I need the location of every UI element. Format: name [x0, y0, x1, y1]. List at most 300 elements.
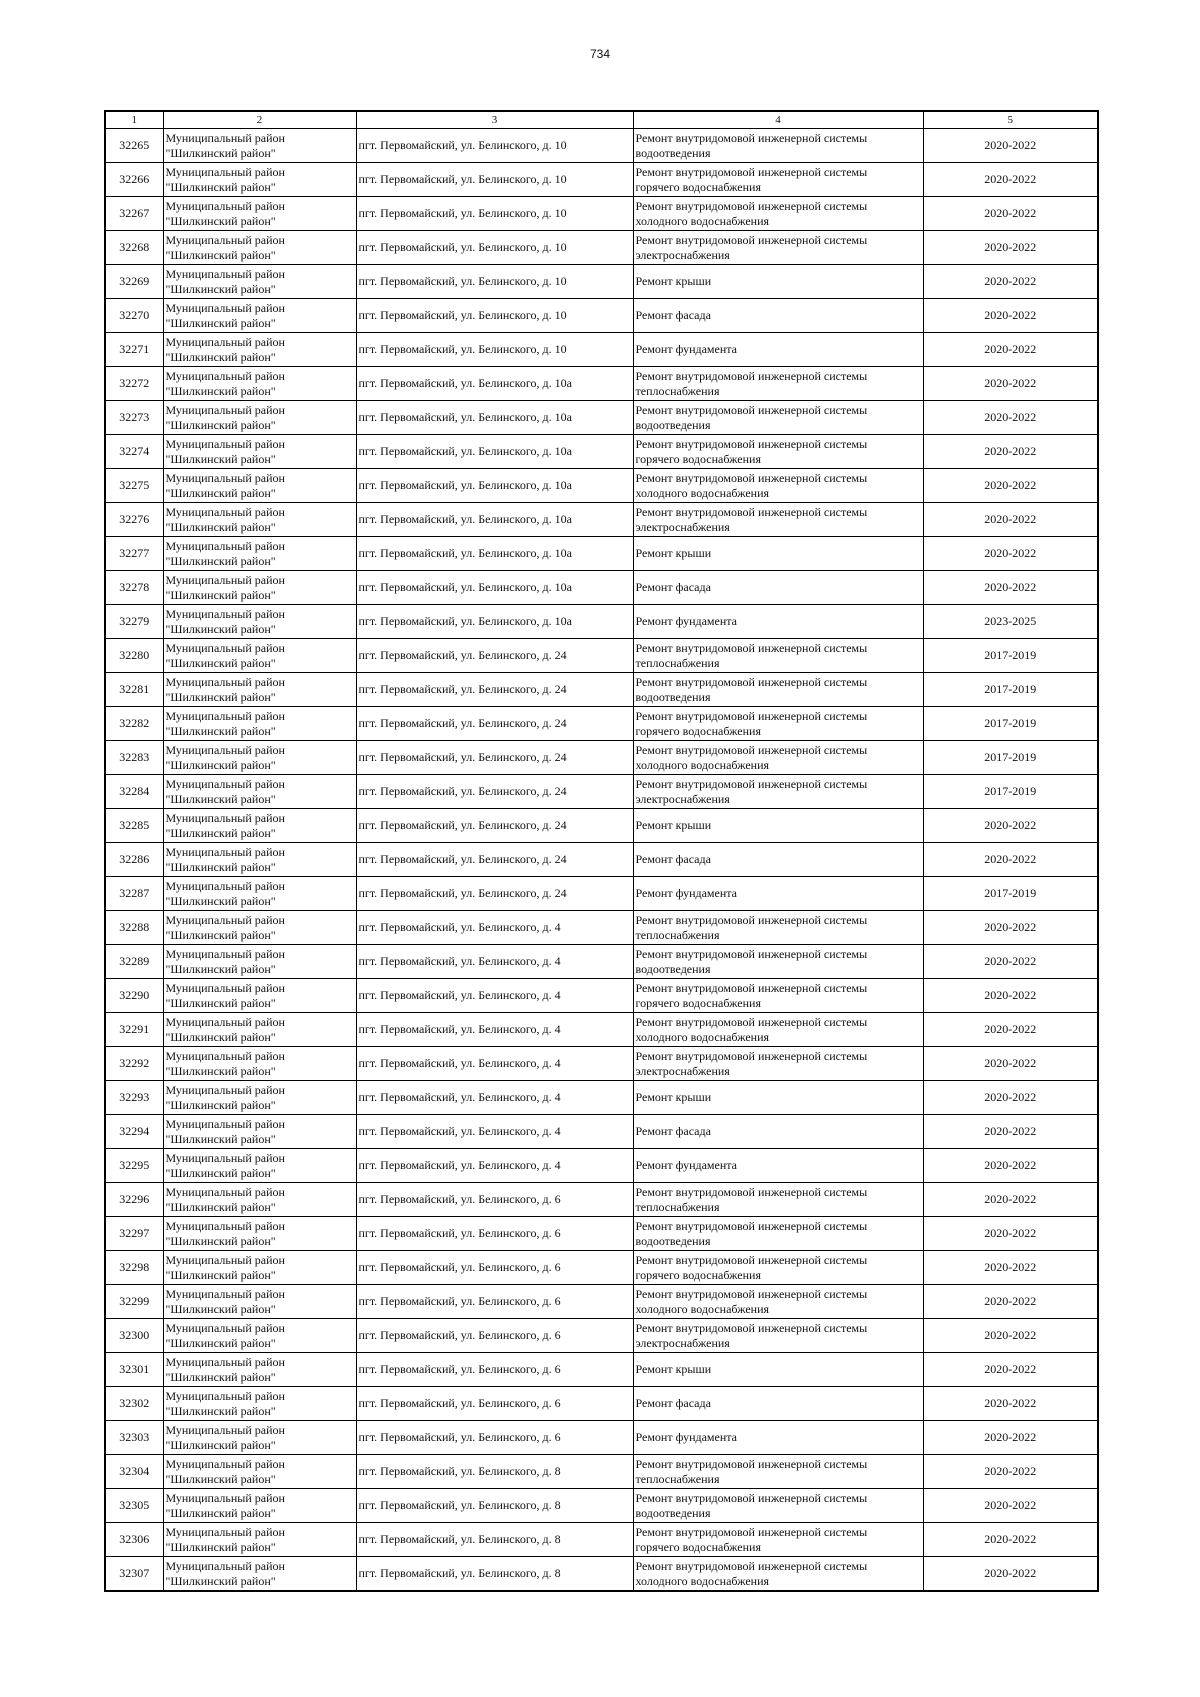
municipality-line: Муниципальный район [165, 470, 285, 485]
address-cell: пгт. Первомайский, ул. Белинского, д. 8 [356, 1489, 633, 1523]
municipality-line: "Шилкинский район" [165, 1131, 276, 1146]
table-row [105, 1455, 1098, 1489]
municipality-line: "Шилкинский район" [165, 485, 276, 500]
municipality-line: "Шилкинский район" [165, 825, 276, 840]
table-row [105, 1183, 1098, 1217]
table-row [105, 1081, 1098, 1115]
row-number-cell: 32285 [105, 809, 163, 843]
work-type-line: Ремонт внутридомовой инженерной системы [635, 1456, 868, 1471]
row-number-cell: 32297 [105, 1217, 163, 1251]
work-type-line: Ремонт внутридомовой инженерной системы [635, 1558, 868, 1573]
page-number: 734 [589, 47, 611, 61]
work-type-cell [633, 1523, 923, 1557]
period-cell: 2020-2022 [923, 1047, 1098, 1081]
table-row [105, 741, 1098, 775]
municipality-line: Муниципальный район [165, 1048, 285, 1063]
work-type-cell [633, 1081, 923, 1115]
work-type-line: Ремонт внутридомовой инженерной системы [635, 198, 868, 213]
municipality-cell [163, 1455, 356, 1489]
table-row [105, 809, 1098, 843]
work-type-line: теплоснабжения [635, 927, 720, 942]
work-type-line: холодного водоснабжения [635, 1029, 770, 1044]
work-type-line: горячего водоснабжения [635, 1539, 761, 1554]
address-cell: пгт. Первомайский, ул. Белинского, д. 4 [356, 945, 633, 979]
work-type-line: холодного водоснабжения [635, 757, 770, 772]
municipality-line: Муниципальный район [165, 810, 285, 825]
period-cell: 2020-2022 [923, 435, 1098, 469]
municipality-cell [163, 843, 356, 877]
address-cell: пгт. Первомайский, ул. Белинского, д. 24 [356, 877, 633, 911]
row-number-cell: 32280 [105, 639, 163, 673]
address-cell: пгт. Первомайский, ул. Белинского, д. 10 [356, 231, 633, 265]
work-type-line: водоотведения [635, 417, 711, 432]
municipality-cell [163, 197, 356, 231]
period-cell: 2020-2022 [923, 1217, 1098, 1251]
work-type-cell [633, 775, 923, 809]
work-type-line: Ремонт внутридомовой инженерной системы [635, 946, 868, 961]
work-type-line: горячего водоснабжения [635, 1267, 761, 1282]
municipality-cell [163, 1421, 356, 1455]
municipality-line: Муниципальный район [165, 1014, 285, 1029]
municipality-cell [163, 1319, 356, 1353]
row-number-cell: 32288 [105, 911, 163, 945]
municipality-line: Муниципальный район [165, 844, 285, 859]
work-type-cell [633, 1421, 923, 1455]
work-type-cell [633, 605, 923, 639]
work-type-line: Ремонт внутридомовой инженерной системы [635, 1184, 868, 1199]
address-cell: пгт. Первомайский, ул. Белинского, д. 6 [356, 1421, 633, 1455]
work-type-line: электроснабжения [635, 791, 730, 806]
table-header [105, 111, 1098, 129]
row-number-cell: 32302 [105, 1387, 163, 1421]
municipality-line: "Шилкинский район" [165, 1029, 276, 1044]
table-row [105, 231, 1098, 265]
address-cell: пгт. Первомайский, ул. Белинского, д. 8 [356, 1557, 633, 1592]
row-number-cell: 32287 [105, 877, 163, 911]
work-type-line: Ремонт крыши [635, 1090, 712, 1104]
municipality-line: Муниципальный район [165, 1218, 285, 1233]
work-type-line: Ремонт внутридомовой инженерной системы [635, 674, 868, 689]
work-type-line: Ремонт внутридомовой инженерной системы [635, 1524, 868, 1539]
table-row [105, 1421, 1098, 1455]
row-number-cell: 32272 [105, 367, 163, 401]
work-type-line: электроснабжения [635, 1335, 730, 1350]
table-row [105, 639, 1098, 673]
work-type-line: Ремонт внутридомовой инженерной системы [635, 1286, 868, 1301]
column-header-3: 3 [356, 111, 633, 129]
row-number-cell: 32292 [105, 1047, 163, 1081]
work-type-cell [633, 1115, 923, 1149]
period-cell: 2020-2022 [923, 843, 1098, 877]
work-type-line: Ремонт внутридомовой инженерной системы [635, 1490, 868, 1505]
work-type-cell [633, 673, 923, 707]
work-type-cell [633, 537, 923, 571]
table-row [105, 537, 1098, 571]
municipality-line: Муниципальный район [165, 1524, 285, 1539]
municipality-line: Муниципальный район [165, 300, 285, 315]
municipality-line: Муниципальный район [165, 1116, 285, 1131]
row-number-cell: 32306 [105, 1523, 163, 1557]
municipality-cell [163, 911, 356, 945]
period-cell: 2020-2022 [923, 469, 1098, 503]
address-cell: пгт. Первомайский, ул. Белинского, д. 4 [356, 911, 633, 945]
work-type-line: Ремонт внутридомовой инженерной системы [635, 1218, 868, 1233]
table-row [105, 1523, 1098, 1557]
row-number-cell: 32269 [105, 265, 163, 299]
municipality-line: "Шилкинский район" [165, 621, 276, 636]
municipality-line: Муниципальный район [165, 1354, 285, 1369]
municipality-line: "Шилкинский район" [165, 859, 276, 874]
row-number-cell: 32305 [105, 1489, 163, 1523]
table-row [105, 1319, 1098, 1353]
table-row [105, 1251, 1098, 1285]
address-cell: пгт. Первомайский, ул. Белинского, д. 10а [356, 537, 633, 571]
municipality-line: "Шилкинский район" [165, 723, 276, 738]
municipality-line: Муниципальный район [165, 1490, 285, 1505]
municipality-line: "Шилкинский район" [165, 1539, 276, 1554]
address-cell: пгт. Первомайский, ул. Белинского, д. 10а [356, 469, 633, 503]
municipality-line: Муниципальный район [165, 232, 285, 247]
municipality-line: Муниципальный район [165, 674, 285, 689]
work-type-cell [633, 1455, 923, 1489]
municipality-cell [163, 707, 356, 741]
row-number-cell: 32298 [105, 1251, 163, 1285]
address-cell: пгт. Первомайский, ул. Белинского, д. 10а [356, 571, 633, 605]
work-type-line: Ремонт внутридомовой инженерной системы [635, 1048, 868, 1063]
address-cell: пгт. Первомайский, ул. Белинского, д. 10а [356, 605, 633, 639]
work-type-cell [633, 299, 923, 333]
address-cell: пгт. Первомайский, ул. Белинского, д. 24 [356, 843, 633, 877]
municipality-line: Муниципальный район [165, 1422, 285, 1437]
work-type-cell [633, 1557, 923, 1592]
work-type-line: Ремонт фундамента [635, 614, 737, 628]
work-type-cell [633, 1047, 923, 1081]
table-row [105, 1353, 1098, 1387]
municipality-cell [163, 231, 356, 265]
municipality-line: Муниципальный район [165, 1320, 285, 1335]
municipality-line: "Шилкинский район" [165, 1301, 276, 1316]
municipality-line: "Шилкинский район" [165, 1471, 276, 1486]
address-cell: пгт. Первомайский, ул. Белинского, д. 6 [356, 1217, 633, 1251]
row-number-cell: 32299 [105, 1285, 163, 1319]
municipality-line: "Шилкинский район" [165, 451, 276, 466]
work-type-line: Ремонт фундамента [635, 342, 737, 356]
work-type-line: электроснабжения [635, 1063, 730, 1078]
municipality-line: "Шилкинский район" [165, 893, 276, 908]
work-type-cell [633, 163, 923, 197]
work-type-cell [633, 707, 923, 741]
municipality-line: Муниципальный район [165, 266, 285, 281]
municipality-line: "Шилкинский район" [165, 1233, 276, 1248]
table-row [105, 673, 1098, 707]
row-number-cell: 32296 [105, 1183, 163, 1217]
table-row [105, 333, 1098, 367]
row-number-cell: 32286 [105, 843, 163, 877]
period-cell: 2020-2022 [923, 1421, 1098, 1455]
work-type-line: Ремонт фасада [635, 308, 711, 322]
table-row [105, 843, 1098, 877]
municipality-line: "Шилкинский район" [165, 587, 276, 602]
work-type-cell [633, 571, 923, 605]
row-number-cell: 32300 [105, 1319, 163, 1353]
work-type-line: Ремонт внутридомовой инженерной системы [635, 708, 868, 723]
work-type-line: холодного водоснабжения [635, 1301, 770, 1316]
municipality-cell [163, 401, 356, 435]
municipality-line: "Шилкинский район" [165, 1267, 276, 1282]
table-row [105, 1013, 1098, 1047]
row-number-cell: 32267 [105, 197, 163, 231]
work-type-line: Ремонт фундамента [635, 1430, 737, 1444]
municipality-line: Муниципальный район [165, 878, 285, 893]
period-cell: 2020-2022 [923, 1013, 1098, 1047]
address-cell: пгт. Первомайский, ул. Белинского, д. 10 [356, 265, 633, 299]
address-cell: пгт. Первомайский, ул. Белинского, д. 6 [356, 1285, 633, 1319]
row-number-cell: 32274 [105, 435, 163, 469]
municipality-cell [163, 1081, 356, 1115]
period-cell: 2020-2022 [923, 299, 1098, 333]
municipality-line: "Шилкинский район" [165, 1369, 276, 1384]
row-number-cell: 32283 [105, 741, 163, 775]
row-number-cell: 32266 [105, 163, 163, 197]
row-number-cell: 32291 [105, 1013, 163, 1047]
row-number-cell: 32289 [105, 945, 163, 979]
table-row [105, 1047, 1098, 1081]
municipality-line: "Шилкинский район" [165, 1573, 276, 1588]
work-type-line: Ремонт внутридомовой инженерной системы [635, 130, 868, 145]
address-cell: пгт. Первомайский, ул. Белинского, д. 10 [356, 197, 633, 231]
row-number-cell: 32282 [105, 707, 163, 741]
municipality-cell [163, 265, 356, 299]
row-number-cell: 32284 [105, 775, 163, 809]
row-number-cell: 32279 [105, 605, 163, 639]
address-cell: пгт. Первомайский, ул. Белинского, д. 4 [356, 1013, 633, 1047]
address-cell: пгт. Первомайский, ул. Белинского, д. 10а [356, 367, 633, 401]
work-type-line: Ремонт внутридомовой инженерной системы [635, 164, 868, 179]
row-number-cell: 32278 [105, 571, 163, 605]
municipality-line: Муниципальный район [165, 368, 285, 383]
work-type-line: Ремонт крыши [635, 818, 712, 832]
municipality-line: "Шилкинский район" [165, 1097, 276, 1112]
address-cell: пгт. Первомайский, ул. Белинского, д. 24 [356, 707, 633, 741]
municipality-cell [163, 1115, 356, 1149]
work-type-line: Ремонт фундамента [635, 1158, 737, 1172]
period-cell: 2020-2022 [923, 1183, 1098, 1217]
column-header-2: 2 [163, 111, 356, 129]
work-type-line: горячего водоснабжения [635, 451, 761, 466]
work-type-cell [633, 877, 923, 911]
municipality-line: "Шилкинский район" [165, 1505, 276, 1520]
work-type-cell [633, 503, 923, 537]
work-type-line: электроснабжения [635, 247, 730, 262]
address-cell: пгт. Первомайский, ул. Белинского, д. 10а [356, 435, 633, 469]
municipality-line: "Шилкинский район" [165, 1403, 276, 1418]
work-type-line: холодного водоснабжения [635, 213, 770, 228]
municipality-line: "Шилкинский район" [165, 1063, 276, 1078]
period-cell: 2020-2022 [923, 1353, 1098, 1387]
period-cell: 2020-2022 [923, 1149, 1098, 1183]
row-number-cell: 32301 [105, 1353, 163, 1387]
table-row [105, 605, 1098, 639]
period-cell: 2020-2022 [923, 1115, 1098, 1149]
work-type-line: Ремонт внутридомовой инженерной системы [635, 232, 868, 247]
table-row [105, 435, 1098, 469]
work-type-line: теплоснабжения [635, 655, 720, 670]
repair-schedule-table [104, 110, 1099, 1592]
period-cell: 2020-2022 [923, 1455, 1098, 1489]
work-type-line: Ремонт внутридомовой инженерной системы [635, 742, 868, 757]
period-cell: 2020-2022 [923, 163, 1098, 197]
row-number-cell: 32293 [105, 1081, 163, 1115]
work-type-line: теплоснабжения [635, 1199, 720, 1214]
table-row [105, 1285, 1098, 1319]
work-type-cell [633, 435, 923, 469]
address-cell: пгт. Первомайский, ул. Белинского, д. 4 [356, 1047, 633, 1081]
municipality-line: "Шилкинский район" [165, 179, 276, 194]
work-type-line: Ремонт внутридомовой инженерной системы [635, 368, 868, 383]
row-number-cell: 32265 [105, 129, 163, 163]
table-row [105, 1149, 1098, 1183]
table-body [105, 129, 1098, 1592]
municipality-line: "Шилкинский район" [165, 315, 276, 330]
row-number-cell: 32268 [105, 231, 163, 265]
period-cell: 2020-2022 [923, 401, 1098, 435]
address-cell: пгт. Первомайский, ул. Белинского, д. 4 [356, 1115, 633, 1149]
municipality-line: Муниципальный район [165, 776, 285, 791]
municipality-line: "Шилкинский район" [165, 655, 276, 670]
municipality-line: Муниципальный район [165, 1286, 285, 1301]
work-type-line: Ремонт внутридомовой инженерной системы [635, 776, 868, 791]
work-type-cell [633, 367, 923, 401]
address-cell: пгт. Первомайский, ул. Белинского, д. 10а [356, 503, 633, 537]
row-number-cell: 32275 [105, 469, 163, 503]
address-cell: пгт. Первомайский, ул. Белинского, д. 6 [356, 1319, 633, 1353]
period-cell: 2020-2022 [923, 333, 1098, 367]
municipality-cell [163, 1013, 356, 1047]
municipality-cell [163, 1149, 356, 1183]
work-type-line: холодного водоснабжения [635, 485, 770, 500]
municipality-cell [163, 571, 356, 605]
municipality-line: "Шилкинский район" [165, 145, 276, 160]
municipality-line: "Шилкинский район" [165, 1165, 276, 1180]
municipality-cell [163, 1217, 356, 1251]
municipality-line: Муниципальный район [165, 742, 285, 757]
municipality-cell [163, 639, 356, 673]
municipality-line: Муниципальный район [165, 130, 285, 145]
municipality-line: Муниципальный район [165, 1082, 285, 1097]
address-cell: пгт. Первомайский, ул. Белинского, д. 24 [356, 639, 633, 673]
address-cell: пгт. Первомайский, ул. Белинского, д. 10 [356, 163, 633, 197]
period-cell: 2020-2022 [923, 537, 1098, 571]
work-type-line: Ремонт крыши [635, 546, 712, 560]
address-cell: пгт. Первомайский, ул. Белинского, д. 24 [356, 741, 633, 775]
work-type-line: водоотведения [635, 961, 711, 976]
work-type-line: Ремонт фасада [635, 580, 711, 594]
work-type-cell [633, 469, 923, 503]
address-cell: пгт. Первомайский, ул. Белинского, д. 6 [356, 1251, 633, 1285]
municipality-cell [163, 877, 356, 911]
municipality-line: "Шилкинский район" [165, 383, 276, 398]
work-type-line: Ремонт внутридомовой инженерной системы [635, 1252, 868, 1267]
work-type-line: Ремонт внутридомовой инженерной системы [635, 1014, 868, 1029]
work-type-cell [633, 265, 923, 299]
address-cell: пгт. Первомайский, ул. Белинского, д. 6 [356, 1353, 633, 1387]
row-number-cell: 32281 [105, 673, 163, 707]
municipality-line: Муниципальный район [165, 436, 285, 451]
municipality-line: "Шилкинский район" [165, 553, 276, 568]
work-type-line: водоотведения [635, 1505, 711, 1520]
municipality-line: Муниципальный район [165, 946, 285, 961]
municipality-line: Муниципальный район [165, 640, 285, 655]
work-type-line: Ремонт внутридомовой инженерной системы [635, 912, 868, 927]
table-row [105, 1557, 1098, 1592]
work-type-cell [633, 1251, 923, 1285]
row-number-cell: 32295 [105, 1149, 163, 1183]
work-type-line: Ремонт фасада [635, 1124, 711, 1138]
table-row [105, 1489, 1098, 1523]
work-type-line: водоотведения [635, 689, 711, 704]
work-type-cell [633, 843, 923, 877]
period-cell: 2020-2022 [923, 1523, 1098, 1557]
period-cell: 2020-2022 [923, 1319, 1098, 1353]
work-type-cell [633, 1489, 923, 1523]
work-type-line: водоотведения [635, 145, 711, 160]
table-row [105, 877, 1098, 911]
municipality-cell [163, 333, 356, 367]
row-number-cell: 32303 [105, 1421, 163, 1455]
address-cell: пгт. Первомайский, ул. Белинского, д. 8 [356, 1455, 633, 1489]
municipality-cell [163, 1523, 356, 1557]
work-type-cell [633, 1183, 923, 1217]
work-type-line: холодного водоснабжения [635, 1573, 770, 1588]
work-type-line: Ремонт внутридомовой инженерной системы [635, 640, 868, 655]
work-type-cell [633, 333, 923, 367]
table-row [105, 1217, 1098, 1251]
row-number-cell: 32294 [105, 1115, 163, 1149]
municipality-cell [163, 741, 356, 775]
address-cell: пгт. Первомайский, ул. Белинского, д. 8 [356, 1523, 633, 1557]
address-cell: пгт. Первомайский, ул. Белинского, д. 10 [356, 129, 633, 163]
work-type-cell [633, 129, 923, 163]
address-cell: пгт. Первомайский, ул. Белинского, д. 4 [356, 1149, 633, 1183]
municipality-cell [163, 1387, 356, 1421]
period-cell: 2017-2019 [923, 877, 1098, 911]
municipality-line: Муниципальный район [165, 504, 285, 519]
row-number-cell: 32273 [105, 401, 163, 435]
municipality-cell [163, 367, 356, 401]
work-type-line: Ремонт фасада [635, 1396, 711, 1410]
period-cell: 2020-2022 [923, 1387, 1098, 1421]
period-cell: 2020-2022 [923, 197, 1098, 231]
column-header-4: 4 [633, 111, 923, 129]
period-cell: 2020-2022 [923, 1285, 1098, 1319]
table-row [105, 945, 1098, 979]
municipality-cell [163, 1489, 356, 1523]
work-type-cell [633, 401, 923, 435]
municipality-cell [163, 299, 356, 333]
municipality-line: "Шилкинский район" [165, 1437, 276, 1452]
row-number-cell: 32276 [105, 503, 163, 537]
municipality-cell [163, 1557, 356, 1592]
address-cell: пгт. Первомайский, ул. Белинского, д. 10 [356, 299, 633, 333]
table-row [105, 469, 1098, 503]
work-type-cell [633, 911, 923, 945]
table-row [105, 299, 1098, 333]
municipality-line: Муниципальный район [165, 1388, 285, 1403]
address-cell: пгт. Первомайский, ул. Белинского, д. 10 [356, 333, 633, 367]
address-cell: пгт. Первомайский, ул. Белинского, д. 4 [356, 979, 633, 1013]
work-type-line: теплоснабжения [635, 1471, 720, 1486]
work-type-line: Ремонт крыши [635, 274, 712, 288]
